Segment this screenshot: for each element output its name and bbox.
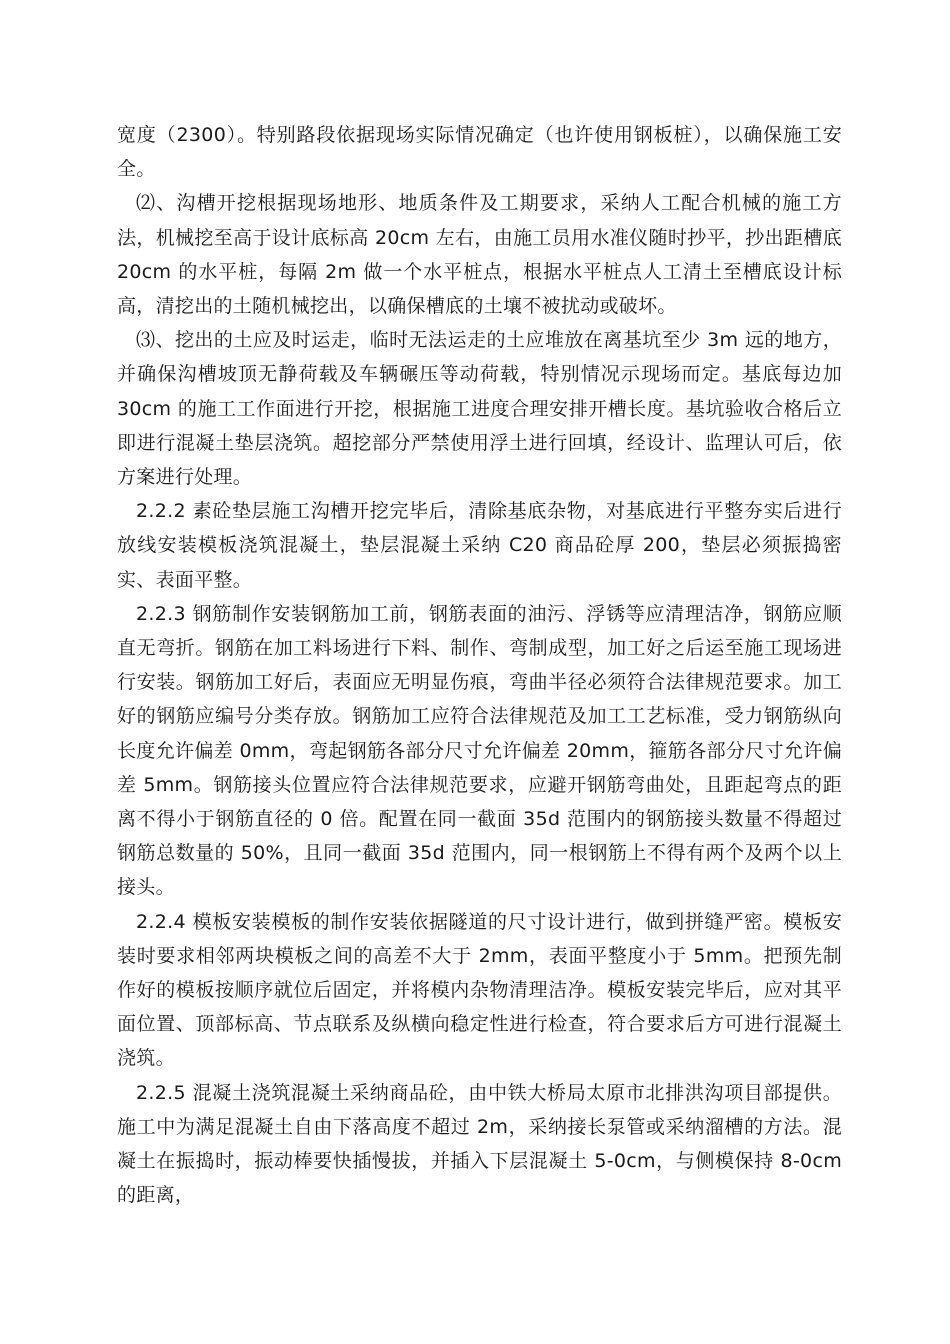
paragraph-section-2-2-3: 2.2.3 钢筋制作安装钢筋加工前，钢筋表面的油污、浮锈等应清理洁净，钢筋应顺直无弯折。钢筋在加工料场进行下料、制作、弯制成型，加工好之后运至施工现场进行安装。钢筋加工好后，表面应无明显伤痕，弯曲半径必须符合法律规范要求。加工好的钢筋应编号分类存放。钢筋加工应符合法律规范及加工工艺标准，受力钢筋纵向长度允许偏差 0mm，弯起钢筋各部分尺寸允许偏差 20mm，箍筋各部分尺寸允许偏差 5mm。钢筋接头位置应符合法律规范要求，应避开钢筋弯曲处，且距起弯点的距离不得小于钢筋直径的 0 倍。配置在同一截面 35d 范围内的钢筋接头数量不得超过钢筋总数量的 50%，且同一截面 35d 范围内，同一根钢筋上不得有两个及两个以上接头。 [117,602,842,899]
document-body [117,118,842,1213]
paragraph-section-2-2-5: 2.2.5 混凝土浇筑混凝土采纳商品砼，由中铁大桥局太原市北排洪沟项目部提供。施工中为满足混凝土自由下落高度不超过 2m，采纳接长泵管或采纳溜槽的方法。混凝土在振捣时，振动棒要快插慢拔，并插入下层混凝土 5-0cm，与侧模保持 8-0cm 的距离， [117,1081,842,1207]
paragraph-continuation: 宽度（2300）。特别路段依据现场实际情况确定（也许使用钢板桩），以确保施工安全。 [117,124,842,181]
paragraph-section-2-2-4: 2.2.4 模板安装模板的制作安装依据隧道的尺寸设计进行，做到拼缝严密。模板安装时要求相邻两块模板之间的高差不大于 2mm，表面平整度小于 5mm。把预先制作好的模板按顺序就位后固定，并将模内杂物清理洁净。模板安装完毕后，应对其平面位置、顶部标高、节点联系及纵横向稳定性进行检查，符合要求后方可进行混凝土浇筑。 [117,910,842,1070]
paragraph-soil-removal: ⑶、挖出的土应及时运走，临时无法运走的土应堆放在离基坑至少 3m 远的地方，并确保沟槽坡顶无静荷载及车辆碾压等动荷载，特别情况示现场而定。基底每边加 30cm 的施工工作面进行开挖，根据施工进度合理安排开槽长度。基坑验收合格后立即进行混凝土垫层浇筑。超挖部分严禁使用浮土进行回填，经设计、监理认可后，依方案进行处理。 [117,329,842,489]
paragraph-section-2-2-2: 2.2.2 素砼垫层施工沟槽开挖完毕后，清除基底杂物，对基底进行平整夯实后进行放线安装模板浇筑混凝土，垫层混凝土采纳 C20 商品砼厚 200，垫层必须振捣密实、表面平整。 [117,500,842,591]
paragraph-trench-excavation: ⑵、沟槽开挖根据现场地形、地质条件及工期要求，采纳人工配合机械的施工方法，机械挖至高于设计底标高 20cm 左右，由施工员用水准仪随时抄平，抄出距槽底 20cm 的水平桩，每隔 2m 做一个水平桩点，根据水平桩点人工清土至槽底设计标高，清挖出的土随机械挖出，以确保槽底的土壤不被扰动或破坏。 [117,192,842,318]
